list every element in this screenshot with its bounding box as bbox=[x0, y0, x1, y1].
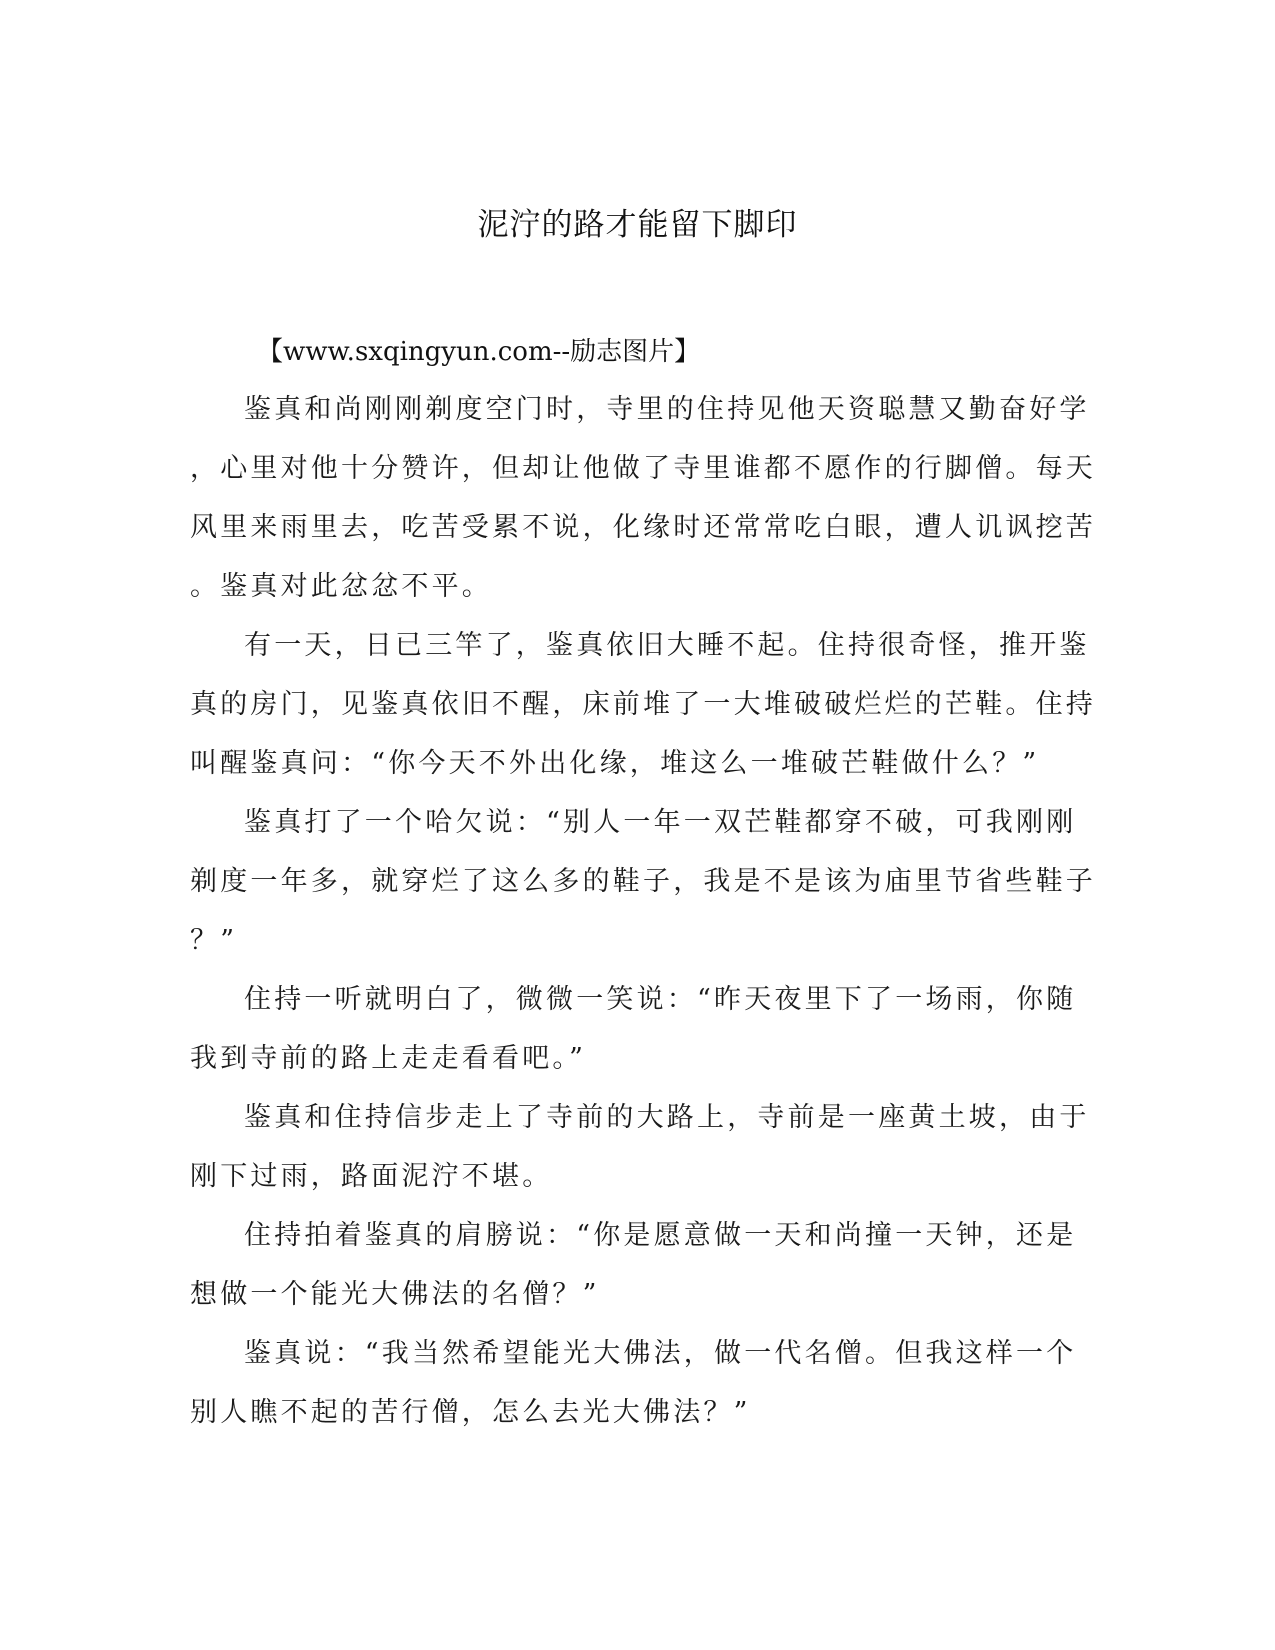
article-body bbox=[190, 380, 1096, 1442]
text-line: 鉴真打了一个哈欠说：“别人一年一双芒鞋都穿不破，可我刚刚 bbox=[244, 807, 1077, 838]
paragraph-2 bbox=[190, 616, 1096, 793]
paragraph-7 bbox=[190, 1324, 1080, 1442]
paragraph-3 bbox=[190, 793, 1096, 970]
text-line: 鉴真说：“我当然希望能光大佛法，做一代名僧。但我这样一个 bbox=[244, 1338, 1077, 1369]
text-line: 别人瞧不起的苦行僧，怎么去光大佛法？” bbox=[190, 1397, 751, 1428]
text-line: ，心里对他十分赞许，但却让他做了寺里谁都不愿作的行脚僧。每天 bbox=[190, 453, 1096, 484]
text-line: 鉴真和尚刚刚剃度空门时，寺里的住持见他天资聪慧又勤奋好学 bbox=[244, 394, 1090, 425]
text-line: 剃度一年多，就穿烂了这么多的鞋子，我是不是该为庙里节省些鞋子 bbox=[190, 866, 1096, 897]
text-line: 有一天，日已三竿了，鉴真依旧大睡不起。住持很奇怪，推开鉴 bbox=[244, 630, 1090, 661]
paragraph-5 bbox=[190, 1088, 1090, 1206]
source-link[interactable]: 【www.sxqingyun.com--励志图片】 bbox=[257, 337, 701, 367]
text-line: 刚下过雨，路面泥泞不堪。 bbox=[190, 1161, 553, 1192]
text-line: 住持拍着鉴真的肩膀说：“你是愿意做一天和尚撞一天钟，还是 bbox=[244, 1220, 1077, 1251]
text-line: 鉴真和住持信步走上了寺前的大路上，寺前是一座黄土坡，由于 bbox=[244, 1102, 1090, 1133]
text-line: 风里来雨里去，吃苦受累不说，化缘时还常常吃白眼，遭人讥讽挖苦 bbox=[190, 512, 1096, 543]
text-line: 真的房门，见鉴真依旧不醒，床前堆了一大堆破破烂烂的芒鞋。住持 bbox=[190, 689, 1096, 720]
paragraph-6 bbox=[190, 1206, 1080, 1324]
text-line: 叫醒鉴真问：“你今天不外出化缘，堆这么一堆破芒鞋做什么？” bbox=[190, 748, 1040, 779]
page-title: 泥泞的路才能留下脚印 bbox=[477, 207, 798, 243]
text-line: 住持一听就明白了，微微一笑说：“昨天夜里下了一场雨，你随 bbox=[244, 984, 1077, 1015]
text-line: 我到寺前的路上走走看看吧。” bbox=[190, 1043, 587, 1074]
text-line: 。鉴真对此忿忿不平。 bbox=[190, 571, 492, 602]
paragraph-4 bbox=[190, 970, 1080, 1088]
text-line: 想做一个能光大佛法的名僧？” bbox=[190, 1279, 600, 1310]
paragraph-1 bbox=[190, 380, 1096, 616]
text-line: ？” bbox=[190, 925, 238, 956]
